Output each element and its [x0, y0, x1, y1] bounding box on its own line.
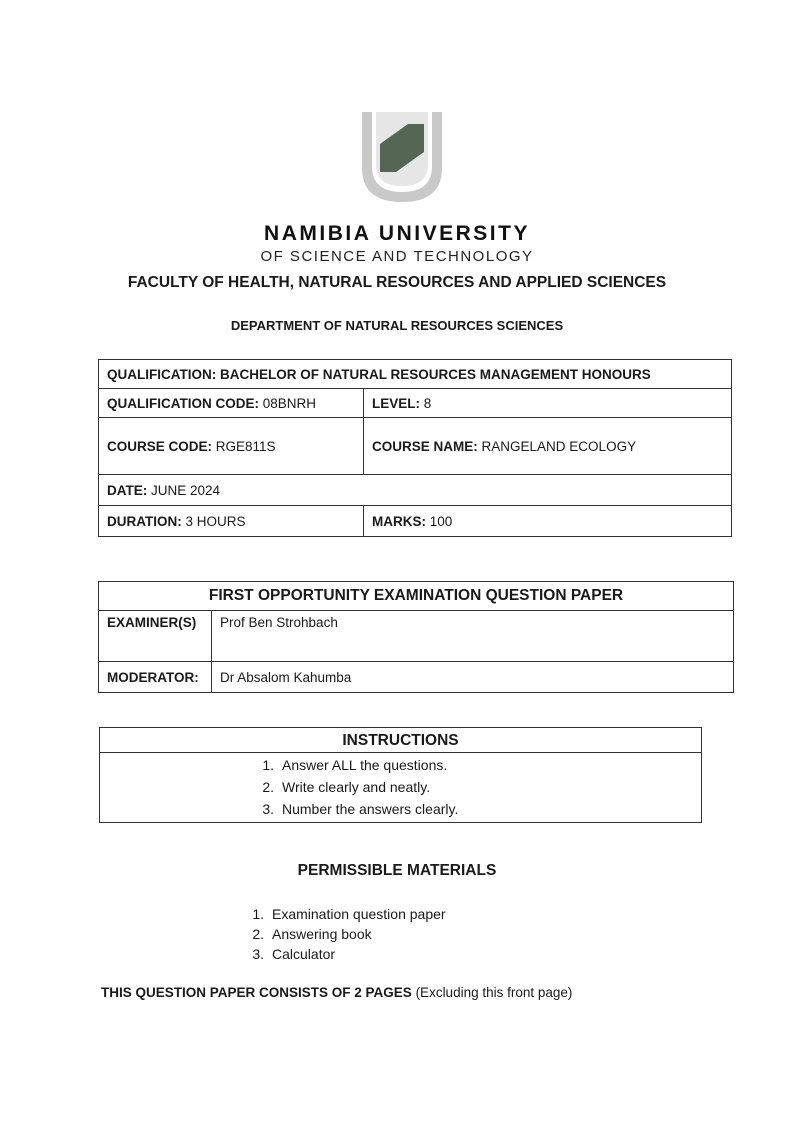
- university-subtitle: OF SCIENCE AND TECHNOLOGY: [260, 248, 534, 265]
- material-number: 2.: [252, 926, 264, 942]
- qualification-code-label: QUALIFICATION CODE:: [107, 395, 259, 411]
- course-code-label: COURSE CODE:: [107, 438, 213, 454]
- examination-title: FIRST OPPORTUNITY EXAMINATION QUESTION PAPER: [99, 582, 734, 611]
- permissible-materials-list: [240, 904, 446, 964]
- qualification-cell: [99, 360, 732, 389]
- duration-value: 3 HOURS: [185, 513, 246, 529]
- examiner-value: Prof Ben Strohbach: [212, 611, 734, 662]
- material-item: [240, 904, 446, 924]
- material-text: Calculator: [272, 946, 336, 962]
- moderator-label: MODERATOR:: [99, 662, 212, 693]
- material-number: 1.: [252, 906, 264, 922]
- marks-label: MARKS:: [372, 513, 426, 529]
- instruction-number: 2.: [262, 779, 274, 795]
- qualification-value: BACHELOR OF NATURAL RESOURCES MANAGEMENT HONOURS: [220, 366, 651, 382]
- course-details-table: [98, 359, 732, 537]
- level-label: LEVEL:: [372, 395, 421, 411]
- date-label: DATE:: [107, 482, 148, 498]
- duration-cell: [99, 506, 364, 537]
- instruction-number: 3.: [262, 801, 274, 817]
- department-title: DEPARTMENT OF NATURAL RESOURCES SCIENCES: [230, 318, 564, 333]
- qualification-code-cell: [99, 389, 364, 418]
- date-cell: [99, 475, 732, 506]
- level-value: 8: [423, 395, 432, 411]
- marks-cell: [364, 506, 732, 537]
- examiner-label: EXAMINER(S): [99, 611, 212, 662]
- instructions-title: INSTRUCTIONS: [100, 728, 701, 753]
- material-item: [240, 944, 446, 964]
- marks-value: 100: [429, 513, 453, 529]
- material-number: 3.: [252, 946, 264, 962]
- course-name-cell: [364, 418, 732, 475]
- instructions-box: [99, 727, 702, 823]
- page-count-note: [101, 985, 572, 1000]
- permissible-materials-title: PERMISSIBLE MATERIALS: [297, 862, 497, 879]
- instruction-item: [250, 754, 458, 776]
- page-count-normal: (Excluding this front page): [415, 985, 573, 1000]
- instruction-item: [250, 798, 458, 820]
- course-name-value: RANGELAND ECOLOGY: [481, 438, 637, 454]
- university-logo: [356, 108, 448, 204]
- instructions-list: [250, 754, 458, 820]
- course-code-value: RGE811S: [215, 438, 276, 454]
- instruction-number: 1.: [262, 757, 274, 773]
- faculty-title: FACULTY OF HEALTH, NATURAL RESOURCES AND APPLIED SCIENCES: [127, 274, 667, 291]
- instruction-text: Number the answers clearly.: [282, 801, 459, 817]
- instruction-text: Write clearly and neatly.: [282, 779, 431, 795]
- material-text: Answering book: [272, 926, 372, 942]
- page-count-bold: THIS QUESTION PAPER CONSISTS OF 2 PAGES: [101, 985, 412, 1000]
- course-code-cell: [99, 418, 364, 475]
- examination-table: [98, 581, 734, 693]
- level-cell: [364, 389, 732, 418]
- instruction-item: [250, 776, 458, 798]
- date-value: JUNE 2024: [151, 482, 221, 498]
- material-text: Examination question paper: [272, 906, 446, 922]
- instruction-text: Answer ALL the questions.: [282, 757, 448, 773]
- qualification-label: QUALIFICATION:: [107, 366, 217, 382]
- duration-label: DURATION:: [107, 513, 182, 529]
- material-item: [240, 924, 446, 944]
- moderator-value: Dr Absalom Kahumba: [212, 662, 734, 693]
- course-name-label: COURSE NAME:: [372, 438, 478, 454]
- qualification-code-value: 08BNRH: [262, 395, 317, 411]
- university-name: NAMIBIA UNIVERSITY: [264, 222, 530, 245]
